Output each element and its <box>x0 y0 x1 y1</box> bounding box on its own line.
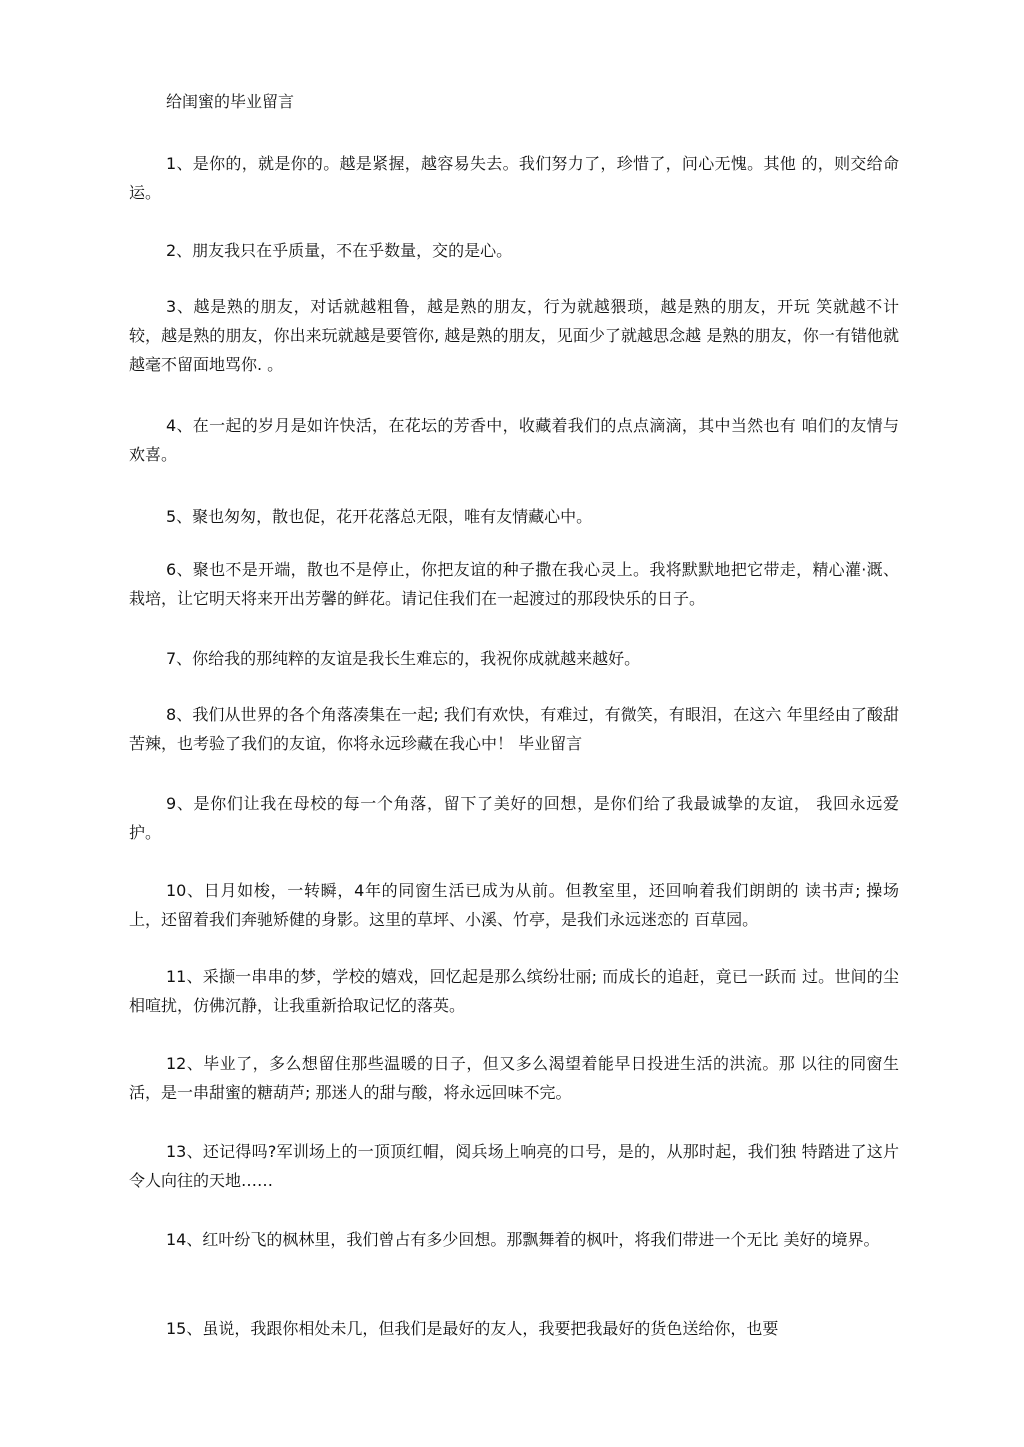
paragraph-1: 1、是你的，就是你的。越是紧握，越容易失去。我们努力了，珍惜了，问心无愧。其他 的，则交给命运。 <box>129 154 899 202</box>
paragraph-10: 10、日月如梭，一转瞬，4年的同窗生活已成为从前。但教室里，还回响着我们朗朗的 读书声; 操场上，还留着我们奔驰矫健的身影。这里的草坪、小溪、竹亭，是我们永远迷恋的 百草园。 <box>129 881 899 929</box>
paragraph-6: 6、聚也不是开端，散也不是停止，你把友谊的种子撒在我心灵上。我将默默地把它带走，精心灌·溉、栽培，让它明天将来开出芳馨的鲜花。请记住我们在一起渡过的那段快乐的日子。 <box>129 560 899 608</box>
paragraph-4: 4、在一起的岁月是如许快活，在花坛的芳香中，收藏着我们的点点滴滴，其中当然也有 咱们的友情与欢喜。 <box>129 416 899 464</box>
paragraph-5: 5、聚也匆匆，散也促，花开花落总无限，唯有友情藏心中。 <box>166 507 593 526</box>
paragraph-9: 9、是你们让我在母校的每一个角落，留下了美好的回想，是你们给了我最诚挚的友谊， 我回永远爱护。 <box>129 794 899 842</box>
paragraph-2: 2、朋友我只在乎质量，不在乎数量，交的是心。 <box>166 241 513 260</box>
paragraph-8: 8、我们从世界的各个角落凑集在一起; 我们有欢快，有难过，有微笑，有眼泪，在这六 年里经由了酸甜苦辣，也考验了我们的友谊，你将永远珍藏在我心中！ 毕业留言 <box>129 705 899 753</box>
paragraph-7: 7、你给我的那纯粹的友谊是我长生难忘的，我祝你成就越来越好。 <box>166 649 641 668</box>
paragraph-15: 15、虽说，我跟你相处未几，但我们是最好的友人，我要把我最好的货色送给你，也要 <box>166 1319 779 1338</box>
paragraph-3: 3、越是熟的朋友，对话就越粗鲁，越是熟的朋友，行为就越猥琐，越是熟的朋友，开玩 笑就越不计较，越是熟的朋友，你出来玩就越是要管你, 越是熟的朋友，见面少了就越思念越 是熟的朋友，你一有错他就越毫不留面地骂你. 。 <box>129 297 899 374</box>
paragraph-14: 14、红叶纷飞的枫林里，我们曾占有多少回想。那飘舞着的枫叶，将我们带进一个无比 美好的境界。 <box>166 1230 880 1249</box>
paragraph-11: 11、采撷一串串的梦，学校的嬉戏，回忆起是那么缤纷壮丽; 而成长的追赶，竟已一跃而 过。世间的尘相喧扰，仿佛沉静，让我重新拾取记忆的落英。 <box>129 967 899 1015</box>
paragraph-12: 12、毕业了，多么想留住那些温暖的日子，但又多么渴望着能早日投进生活的洪流。那 以往的同窗生活，是一串甜蜜的糖葫芦; 那迷人的甜与酸，将永远回味不完。 <box>129 1054 899 1102</box>
paragraph-13: 13、还记得吗?军训场上的一顶顶红帽，阅兵场上响亮的口号，是的，从那时起，我们独 特踏进了这片令人向往的天地…… <box>129 1142 899 1190</box>
document-title: 给闺蜜的毕业留言 <box>166 92 295 111</box>
